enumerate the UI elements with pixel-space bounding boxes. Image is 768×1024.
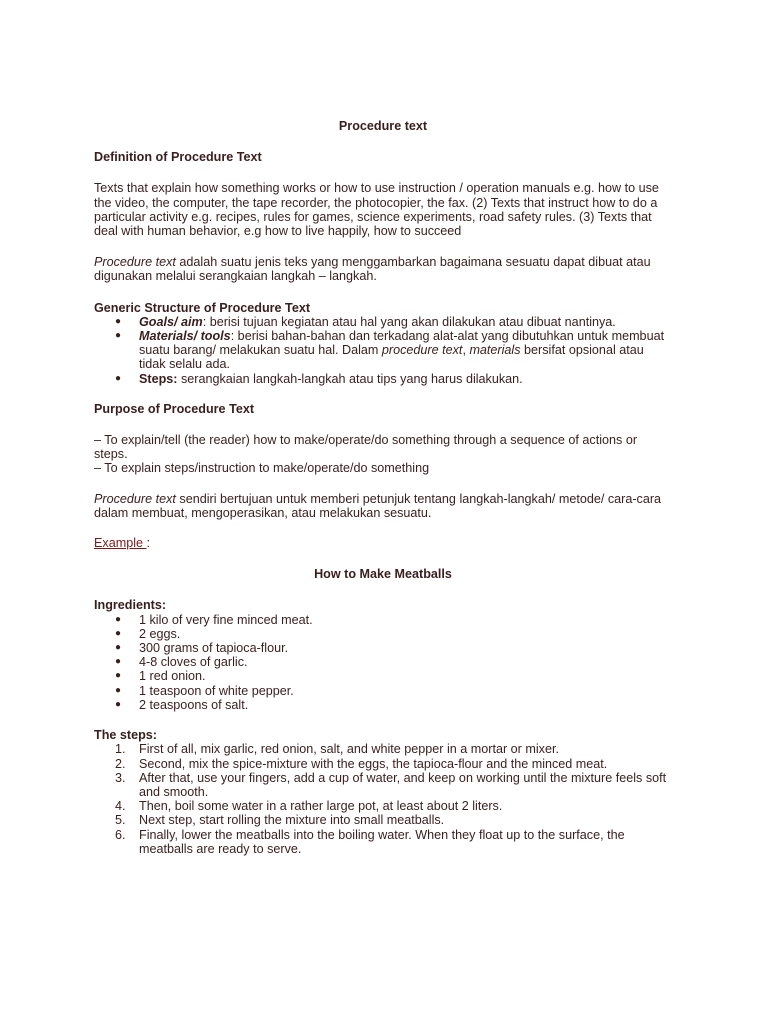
list-item [94, 627, 672, 641]
structure-em: procedure text [381, 343, 463, 358]
structure-term: Steps: [139, 371, 178, 386]
step-number: 2. [115, 756, 126, 771]
steps-list [94, 742, 672, 856]
step-text: After that, use your fingers, add a cup of water, and keep on working until the mixture feels soft and smooth. [139, 770, 667, 799]
document-content [94, 119, 672, 856]
list-item [94, 771, 672, 799]
list-item [94, 698, 672, 712]
structure-list [94, 315, 672, 386]
bullet-icon: ● [115, 642, 122, 654]
definition-indonesian-rest: adalah suatu jenis teks yang menggambarkan bagaimana sesuatu dapat dibuat atau digunakan melalui serangkaian langkah – langkah. [94, 255, 651, 284]
list-item [94, 799, 672, 813]
purpose-line-1: – To explain/tell (the reader) how to make/operate/do something through a sequence of actions or steps. [94, 433, 638, 462]
purpose-indonesian [94, 492, 672, 520]
definition-indonesian-term: Procedure text [94, 255, 176, 270]
step-number: 6. [115, 827, 126, 842]
list-item [94, 329, 672, 372]
structure-text: : berisi tujuan kegiatan atau hal yang akan dilakukan atau dibuat nantinya. [202, 314, 616, 329]
list-item [94, 641, 672, 655]
bullet-icon: ● [115, 330, 122, 342]
bullet-icon: ● [115, 684, 122, 696]
purpose-indonesian-term: Procedure text [94, 491, 176, 506]
list-item [94, 655, 672, 669]
definition-heading: Definition of Procedure Text [94, 150, 262, 165]
step-number: 5. [115, 813, 126, 828]
ingredient-text: 1 red onion. [139, 669, 206, 684]
list-item [94, 828, 672, 856]
purpose-line-2: – To explain steps/instruction to make/operate/do something [94, 461, 430, 476]
step-text: Next step, start rolling the mixture into small meatballs. [139, 813, 445, 828]
step-text: Then, boil some water in a rather large pot, at least about 2 liters. [139, 799, 503, 814]
bullet-icon: ● [115, 627, 122, 639]
example-title: How to Make Meatballs [314, 567, 452, 582]
ingredient-text: 1 teaspoon of white pepper. [139, 683, 294, 698]
list-item [94, 613, 672, 627]
ingredient-text: 2 teaspoons of salt. [139, 697, 249, 712]
step-text: Second, mix the spice-mixture with the eggs, the tapioca-flour and the minced meat. [139, 756, 608, 771]
structure-heading: Generic Structure of Procedure Text [94, 300, 311, 315]
bullet-icon: ● [115, 372, 122, 384]
structure-text: bersifat opsional atau tidak selalu ada. [139, 343, 644, 372]
bullet-icon: ● [115, 613, 122, 625]
step-number: 4. [115, 799, 126, 814]
definition-body: Texts that explain how something works or how to use instruction / operation manuals e.g. how to use the video, the computer, the tape recorder, the photocopier, the fax. (2) Texts that instruct how to do a particular activity e.g. recipes, rules for games, science experiments, road safety rules. (3) Texts that deal with human behavior, e.g how to live happily, how to succeed [94, 181, 659, 239]
list-item [94, 372, 672, 386]
ingredient-text: 1 kilo of very fine minced meat. [139, 612, 313, 627]
example-colon: : [146, 536, 150, 551]
example-link[interactable]: Example [94, 536, 147, 551]
step-number: 1. [115, 742, 126, 757]
bullet-icon: ● [115, 656, 122, 668]
list-item [94, 742, 672, 756]
step-number: 3. [115, 770, 126, 785]
list-item [94, 757, 672, 771]
structure-term: Goals/ aim [139, 314, 203, 329]
structure-text: , [462, 343, 470, 358]
ingredients-heading: Ingredients: [94, 598, 167, 613]
definition-indonesian [94, 255, 672, 283]
ingredient-text: 2 eggs. [139, 626, 181, 641]
steps-heading: The steps: [94, 728, 157, 743]
list-item [94, 669, 672, 683]
list-item [94, 315, 672, 329]
list-item [94, 813, 672, 827]
list-item [94, 684, 672, 698]
structure-text: : berisi bahan-bahan dan terkadang alat-alat yang dibutuhkan untuk membuat suatu barang/ melakukan suatu hal. Dalam [139, 329, 665, 358]
page-title: Procedure text [338, 119, 428, 133]
step-text: First of all, mix garlic, red onion, salt, and white pepper in a mortar or mixer. [139, 742, 559, 757]
bullet-icon: ● [115, 670, 122, 682]
example-label [94, 536, 672, 550]
bullet-icon: ● [115, 698, 122, 710]
step-text: Finally, lower the meatballs into the boiling water. When they float up to the surface, the meatballs are ready to serve. [139, 827, 625, 856]
structure-em: materials [469, 343, 521, 358]
ingredient-text: 300 grams of tapioca-flour. [139, 641, 289, 656]
purpose-heading: Purpose of Procedure Text [94, 401, 255, 416]
structure-term: Materials/ tools [139, 329, 231, 344]
ingredients-list [94, 613, 672, 712]
structure-text: serangkaian langkah-langkah atau tips yang harus dilakukan. [177, 371, 523, 386]
purpose-indonesian-rest: sendiri bertujuan untuk memberi petunjuk tentang langkah-langkah/ metode/ cara-cara dalam membuat, mengoperasikan, atau melakukan sesuatu. [94, 491, 662, 520]
bullet-icon: ● [115, 315, 122, 327]
ingredient-text: 4-8 cloves of garlic. [139, 655, 248, 670]
